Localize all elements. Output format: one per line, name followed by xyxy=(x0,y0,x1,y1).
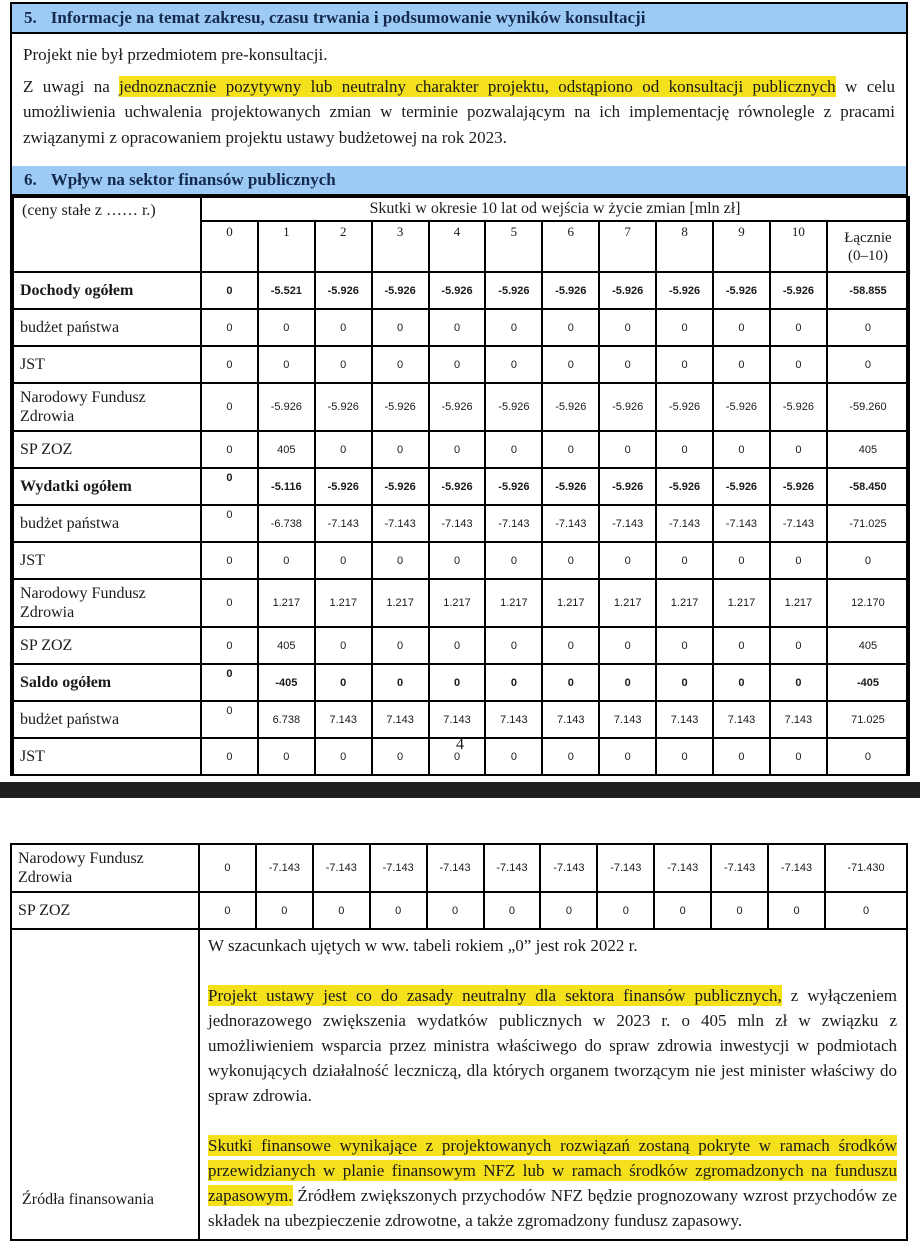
zrodla-label: Źródła finansowania xyxy=(11,929,199,1240)
year-column-header: 7 xyxy=(599,221,656,272)
row-label: Narodowy Fundusz Zdrowia xyxy=(13,383,201,431)
cell-value: 0 xyxy=(599,664,656,701)
cell-value: 7.143 xyxy=(429,701,486,738)
section-6-number: 6. xyxy=(24,170,37,189)
cell-value: 0 xyxy=(485,309,542,346)
highlighted-text: Skutki finansowe wynikające z projektowanych rozwiązań zostaną pokryte w ramach środków przewidzianych w planie finansowym NFZ lub w ramach środków zgromadzonych na funduszu zapasowym. xyxy=(208,1136,897,1205)
cell-value: -7.143 xyxy=(313,844,370,892)
cell-value: -5.926 xyxy=(599,272,656,309)
zrodla-text-cell xyxy=(199,929,907,1240)
paragraph-konsultacje xyxy=(23,74,895,151)
cell-value: 1.217 xyxy=(485,579,542,627)
cell-value: 0 xyxy=(656,309,713,346)
cell-value: 0 xyxy=(429,542,486,579)
cell-value: 0 xyxy=(485,542,542,579)
cell-value: -5.926 xyxy=(258,383,315,431)
cell-value: 1.217 xyxy=(429,579,486,627)
cell-value: 0 xyxy=(656,542,713,579)
cell-value: 0 xyxy=(599,738,656,775)
cell-value: 0 xyxy=(429,431,486,468)
table-row xyxy=(11,892,907,929)
table-row xyxy=(13,309,909,346)
year-column-header: 8 xyxy=(656,221,713,272)
cell-value: 0 xyxy=(199,844,256,892)
cell-value: -405 xyxy=(827,664,909,701)
cell-value: 0 xyxy=(372,542,429,579)
cell-value: -71.025 xyxy=(827,505,909,542)
cell-value: 405 xyxy=(258,627,315,664)
paragraph-neutralny xyxy=(208,983,897,1108)
cell-value: 0 xyxy=(429,664,486,701)
cell-value: 0 xyxy=(770,309,827,346)
cell-value: 0 xyxy=(656,627,713,664)
cell-value: -7.143 xyxy=(713,505,770,542)
cell-value: 0 xyxy=(827,346,909,383)
cell-value: 0 xyxy=(429,738,486,775)
cell-value: 0 xyxy=(827,542,909,579)
cell-value: -7.143 xyxy=(599,505,656,542)
corner-cell: (ceny stałe z …… r.) xyxy=(13,197,201,272)
cell-value: -5.926 xyxy=(429,272,486,309)
osr-form-upper xyxy=(10,2,908,776)
cell-value: -5.926 xyxy=(485,383,542,431)
row-label: budżet państwa xyxy=(13,309,201,346)
row-label: JST xyxy=(13,542,201,579)
cell-value: -5.926 xyxy=(429,383,486,431)
cell-value: -7.143 xyxy=(711,844,768,892)
cell-value: 0 xyxy=(654,892,711,929)
cell-value: -5.926 xyxy=(315,468,372,505)
cell-value: 0 xyxy=(770,431,827,468)
highlighted-text: Projekt ustawy jest co do zasady neutralny dla sektora finansów publicznych, xyxy=(208,986,782,1005)
section-5-title: Informacje na temat zakresu, czasu trwania i podsumowanie wyników konsultacji xyxy=(50,8,646,27)
cell-value: -7.143 xyxy=(429,505,486,542)
finance-impact-table xyxy=(12,196,910,776)
cell-value: 0 xyxy=(258,346,315,383)
span-header-cell: Skutki w okresie 10 lat od wejścia w życie zmian [mln zł] xyxy=(201,197,909,221)
cell-value: -7.143 xyxy=(770,505,827,542)
cell-value: 0 xyxy=(656,738,713,775)
cell-value: -7.143 xyxy=(542,505,599,542)
cell-value: -5.926 xyxy=(315,272,372,309)
cell-value: -5.926 xyxy=(542,383,599,431)
row-label: Narodowy Fundusz Zdrowia xyxy=(11,844,199,892)
cell-value: 0 xyxy=(599,309,656,346)
cell-value: -5.926 xyxy=(713,468,770,505)
cell-value: 0 xyxy=(201,701,258,738)
page-separator-bar xyxy=(0,782,920,798)
cell-value: -5.926 xyxy=(770,468,827,505)
table-row xyxy=(13,542,909,579)
cell-value: 0 xyxy=(597,892,654,929)
cell-value: 12.170 xyxy=(827,579,909,627)
text-run: Z uwagi na xyxy=(23,76,120,96)
cell-value: 0 xyxy=(372,431,429,468)
table-header-row xyxy=(13,197,909,221)
cell-value: 0 xyxy=(485,346,542,383)
cell-value: -5.926 xyxy=(372,468,429,505)
cell-value: 0 xyxy=(485,738,542,775)
page-1 xyxy=(10,2,908,776)
cell-value: -5.926 xyxy=(599,468,656,505)
cell-value: -7.143 xyxy=(427,844,484,892)
page-number: 4 xyxy=(456,736,464,753)
cell-value: 0 xyxy=(201,468,258,505)
cell-value: -5.926 xyxy=(770,272,827,309)
cell-value: 405 xyxy=(258,431,315,468)
cell-value: 0 xyxy=(713,738,770,775)
cell-value: 0 xyxy=(313,892,370,929)
cell-value: 0 xyxy=(315,738,372,775)
cell-value: 0 xyxy=(827,309,909,346)
cell-value: 0 xyxy=(484,892,541,929)
highlighted-text: jednoznacznie pozytywny lub neutralny charakter projektu, odstąpiono od konsultacji publicznych xyxy=(119,76,836,96)
cell-value: 0 xyxy=(656,346,713,383)
cell-value: -5.521 xyxy=(258,272,315,309)
cell-value: -7.143 xyxy=(485,505,542,542)
cell-value: 0 xyxy=(429,346,486,383)
table-row xyxy=(13,505,909,542)
table-row xyxy=(13,627,909,664)
table-row xyxy=(13,431,909,468)
cell-value: 0 xyxy=(201,627,258,664)
cell-value: -5.926 xyxy=(656,272,713,309)
cell-value: 6.738 xyxy=(258,701,315,738)
cell-value: -7.143 xyxy=(484,844,541,892)
cell-value: -5.926 xyxy=(770,383,827,431)
cell-value: 0 xyxy=(427,892,484,929)
cell-value: 0 xyxy=(485,431,542,468)
year-column-header: 5 xyxy=(485,221,542,272)
cell-value: 0 xyxy=(372,346,429,383)
cell-value: -7.143 xyxy=(654,844,711,892)
cell-value: -5.926 xyxy=(656,468,713,505)
cell-value: 0 xyxy=(827,738,909,775)
cell-value: 1.217 xyxy=(713,579,770,627)
cell-value: -5.926 xyxy=(429,468,486,505)
cell-value: 0 xyxy=(201,383,258,431)
cell-value: 0 xyxy=(372,664,429,701)
paragraph-pre-konsultacje: Projekt nie był przedmiotem pre-konsultacji. xyxy=(23,45,328,64)
cell-value: 0 xyxy=(770,627,827,664)
finance-impact-table-continued xyxy=(10,843,908,1241)
cell-value: 0 xyxy=(370,892,427,929)
cell-value: -71.430 xyxy=(825,844,907,892)
cell-value: 0 xyxy=(315,309,372,346)
cell-value: -59.260 xyxy=(827,383,909,431)
cell-value: 0 xyxy=(770,738,827,775)
cell-value: 7.143 xyxy=(656,701,713,738)
cell-value: 7.143 xyxy=(770,701,827,738)
cell-value: 0 xyxy=(768,892,825,929)
cell-value: 0 xyxy=(485,664,542,701)
consultation-text-cell xyxy=(12,34,906,166)
cell-value: -7.143 xyxy=(597,844,654,892)
cell-value: 0 xyxy=(258,309,315,346)
cell-value: 0 xyxy=(256,892,313,929)
cell-value: 0 xyxy=(656,431,713,468)
cell-value: -5.926 xyxy=(372,272,429,309)
cell-value: 0 xyxy=(315,431,372,468)
year-column-header: 1 xyxy=(258,221,315,272)
cell-value: 0 xyxy=(429,309,486,346)
cell-value: 0 xyxy=(599,431,656,468)
cell-value: 7.143 xyxy=(485,701,542,738)
cell-value: -7.143 xyxy=(256,844,313,892)
cell-value: 0 xyxy=(542,431,599,468)
table-row xyxy=(13,701,909,738)
cell-value: 0 xyxy=(770,346,827,383)
cell-value: -5.926 xyxy=(713,272,770,309)
cell-value: -5.926 xyxy=(315,383,372,431)
text-run: w celu umożliwienia uchwalenia projektowanych zmian w terminie pozwalającym na ich implementację równolegle z pracami związanymi z opracowaniem projektu ustawy budżetowej na rok 2023. xyxy=(23,76,896,147)
cell-value: -5.926 xyxy=(542,272,599,309)
cell-value: 0 xyxy=(201,664,258,701)
cell-value: 0 xyxy=(315,346,372,383)
cell-value: 0 xyxy=(713,627,770,664)
cell-value: 1.217 xyxy=(372,579,429,627)
page-2 xyxy=(10,843,908,1241)
row-label: Narodowy Fundusz Zdrowia xyxy=(13,579,201,627)
paragraph-skutki-finansowe xyxy=(208,1133,897,1233)
text-run: z wyłączeniem jednorazowego zwiększenia wydatków publicznych w 2023 r. o 405 mln zł w związku z umożliwieniem wsparcia przez ministra właściwego do spraw zdrowia inwestycji w podmiotach wykonujących działalność leczniczą, dla których organem tworzącym nie jest minister właściwy do spraw zdrowia. xyxy=(208,986,897,1105)
cell-value: -7.143 xyxy=(315,505,372,542)
cell-value: 0 xyxy=(429,627,486,664)
cell-value: -5.926 xyxy=(372,383,429,431)
cell-value: 0 xyxy=(713,431,770,468)
table-row xyxy=(13,579,909,627)
cell-value: 0 xyxy=(315,542,372,579)
lacznie-column-header: Łącznie (0–10) xyxy=(827,221,909,272)
cell-value: 0 xyxy=(713,542,770,579)
cell-value: 0 xyxy=(540,892,597,929)
cell-value: 0 xyxy=(372,627,429,664)
cell-value: 0 xyxy=(258,738,315,775)
row-label: budżet państwa xyxy=(13,701,201,738)
cell-value: 0 xyxy=(201,505,258,542)
cell-value: 1.217 xyxy=(542,579,599,627)
cell-value: -5.926 xyxy=(485,468,542,505)
row-label: budżet państwa xyxy=(13,505,201,542)
cell-value: 1.217 xyxy=(258,579,315,627)
cell-value: 7.143 xyxy=(315,701,372,738)
cell-value: -7.143 xyxy=(656,505,713,542)
year-column-header: 0 xyxy=(201,221,258,272)
table-row xyxy=(13,664,909,701)
row-label: SP ZOZ xyxy=(11,892,199,929)
cell-value: 0 xyxy=(542,542,599,579)
cell-value: -7.143 xyxy=(540,844,597,892)
cell-value: 0 xyxy=(542,627,599,664)
cell-value: 0 xyxy=(201,346,258,383)
cell-value: 0 xyxy=(542,309,599,346)
year-column-header: 2 xyxy=(315,221,372,272)
cell-value: 0 xyxy=(372,309,429,346)
cell-value: 0 xyxy=(201,272,258,309)
cell-value: -7.143 xyxy=(372,505,429,542)
cell-value: 0 xyxy=(770,664,827,701)
cell-value: 0 xyxy=(825,892,907,929)
cell-value: 0 xyxy=(199,892,256,929)
cell-value: 1.217 xyxy=(656,579,713,627)
cell-value: -405 xyxy=(258,664,315,701)
cell-value: 0 xyxy=(713,309,770,346)
table-row xyxy=(13,468,909,505)
row-label: JST xyxy=(13,346,201,383)
cell-value: 0 xyxy=(711,892,768,929)
cell-value: -5.926 xyxy=(485,272,542,309)
year-column-header: 6 xyxy=(542,221,599,272)
row-label: SP ZOZ xyxy=(13,431,201,468)
row-label: Saldo ogółem xyxy=(13,664,201,701)
year-column-header: 10 xyxy=(770,221,827,272)
cell-value: 405 xyxy=(827,431,909,468)
cell-value: 1.217 xyxy=(770,579,827,627)
year-column-header: 3 xyxy=(372,221,429,272)
cell-value: 0 xyxy=(201,542,258,579)
cell-value: 0 xyxy=(372,738,429,775)
cell-value: 0 xyxy=(656,664,713,701)
cell-value: 0 xyxy=(201,738,258,775)
paragraph-szacunki: W szacunkach ujętych w ww. tabeli rokiem „0” jest rok 2022 r. xyxy=(208,936,638,955)
section-5-header xyxy=(12,4,906,34)
cell-value: 1.217 xyxy=(599,579,656,627)
cell-value: 0 xyxy=(770,542,827,579)
cell-value: 7.143 xyxy=(542,701,599,738)
cell-value: 0 xyxy=(542,738,599,775)
cell-value: -5.926 xyxy=(656,383,713,431)
cell-value: 0 xyxy=(315,627,372,664)
cell-value: 0 xyxy=(201,579,258,627)
cell-value: -7.143 xyxy=(768,844,825,892)
cell-value: 0 xyxy=(713,346,770,383)
section-5-number: 5. xyxy=(24,8,37,27)
cell-value: 7.143 xyxy=(713,701,770,738)
row-label: SP ZOZ xyxy=(13,627,201,664)
cell-value: 0 xyxy=(599,542,656,579)
cell-value: -5.926 xyxy=(599,383,656,431)
cell-value: -5.116 xyxy=(258,468,315,505)
cell-value: 0 xyxy=(542,346,599,383)
cell-value: -58.450 xyxy=(827,468,909,505)
cell-value: 0 xyxy=(542,664,599,701)
table-row xyxy=(13,383,909,431)
cell-value: -5.926 xyxy=(542,468,599,505)
zrodla-finansowania-row xyxy=(11,929,907,1240)
table-row xyxy=(13,272,909,309)
table-row xyxy=(11,844,907,892)
cell-value: 0 xyxy=(485,627,542,664)
cell-value: 7.143 xyxy=(372,701,429,738)
row-label: JST xyxy=(13,738,201,775)
cell-value: 71.025 xyxy=(827,701,909,738)
year-column-header: 4 xyxy=(429,221,486,272)
section-6-title: Wpływ na sektor finansów publicznych xyxy=(50,170,336,189)
cell-value: 0 xyxy=(599,346,656,383)
cell-value: 7.143 xyxy=(599,701,656,738)
cell-value: 405 xyxy=(827,627,909,664)
text-run: Źródłem zwiększonych przychodów NFZ będzie prognozowany wzrost przychodów ze składek na ubezpieczenie zdrowotne, a także zgromadzony fundusz zapasowy. xyxy=(208,1186,897,1230)
cell-value: 0 xyxy=(315,664,372,701)
year-column-header: 9 xyxy=(713,221,770,272)
cell-value: 0 xyxy=(258,542,315,579)
cell-value: 0 xyxy=(713,664,770,701)
cell-value: -5.926 xyxy=(713,383,770,431)
table-row xyxy=(13,346,909,383)
cell-value: -58.855 xyxy=(827,272,909,309)
cell-value: 0 xyxy=(599,627,656,664)
cell-value: -7.143 xyxy=(370,844,427,892)
cell-value: -6.738 xyxy=(258,505,315,542)
row-label: Dochody ogółem xyxy=(13,272,201,309)
row-label: Wydatki ogółem xyxy=(13,468,201,505)
cell-value: 0 xyxy=(201,309,258,346)
cell-value: 1.217 xyxy=(315,579,372,627)
section-6-header xyxy=(12,166,906,196)
cell-value: 0 xyxy=(201,431,258,468)
